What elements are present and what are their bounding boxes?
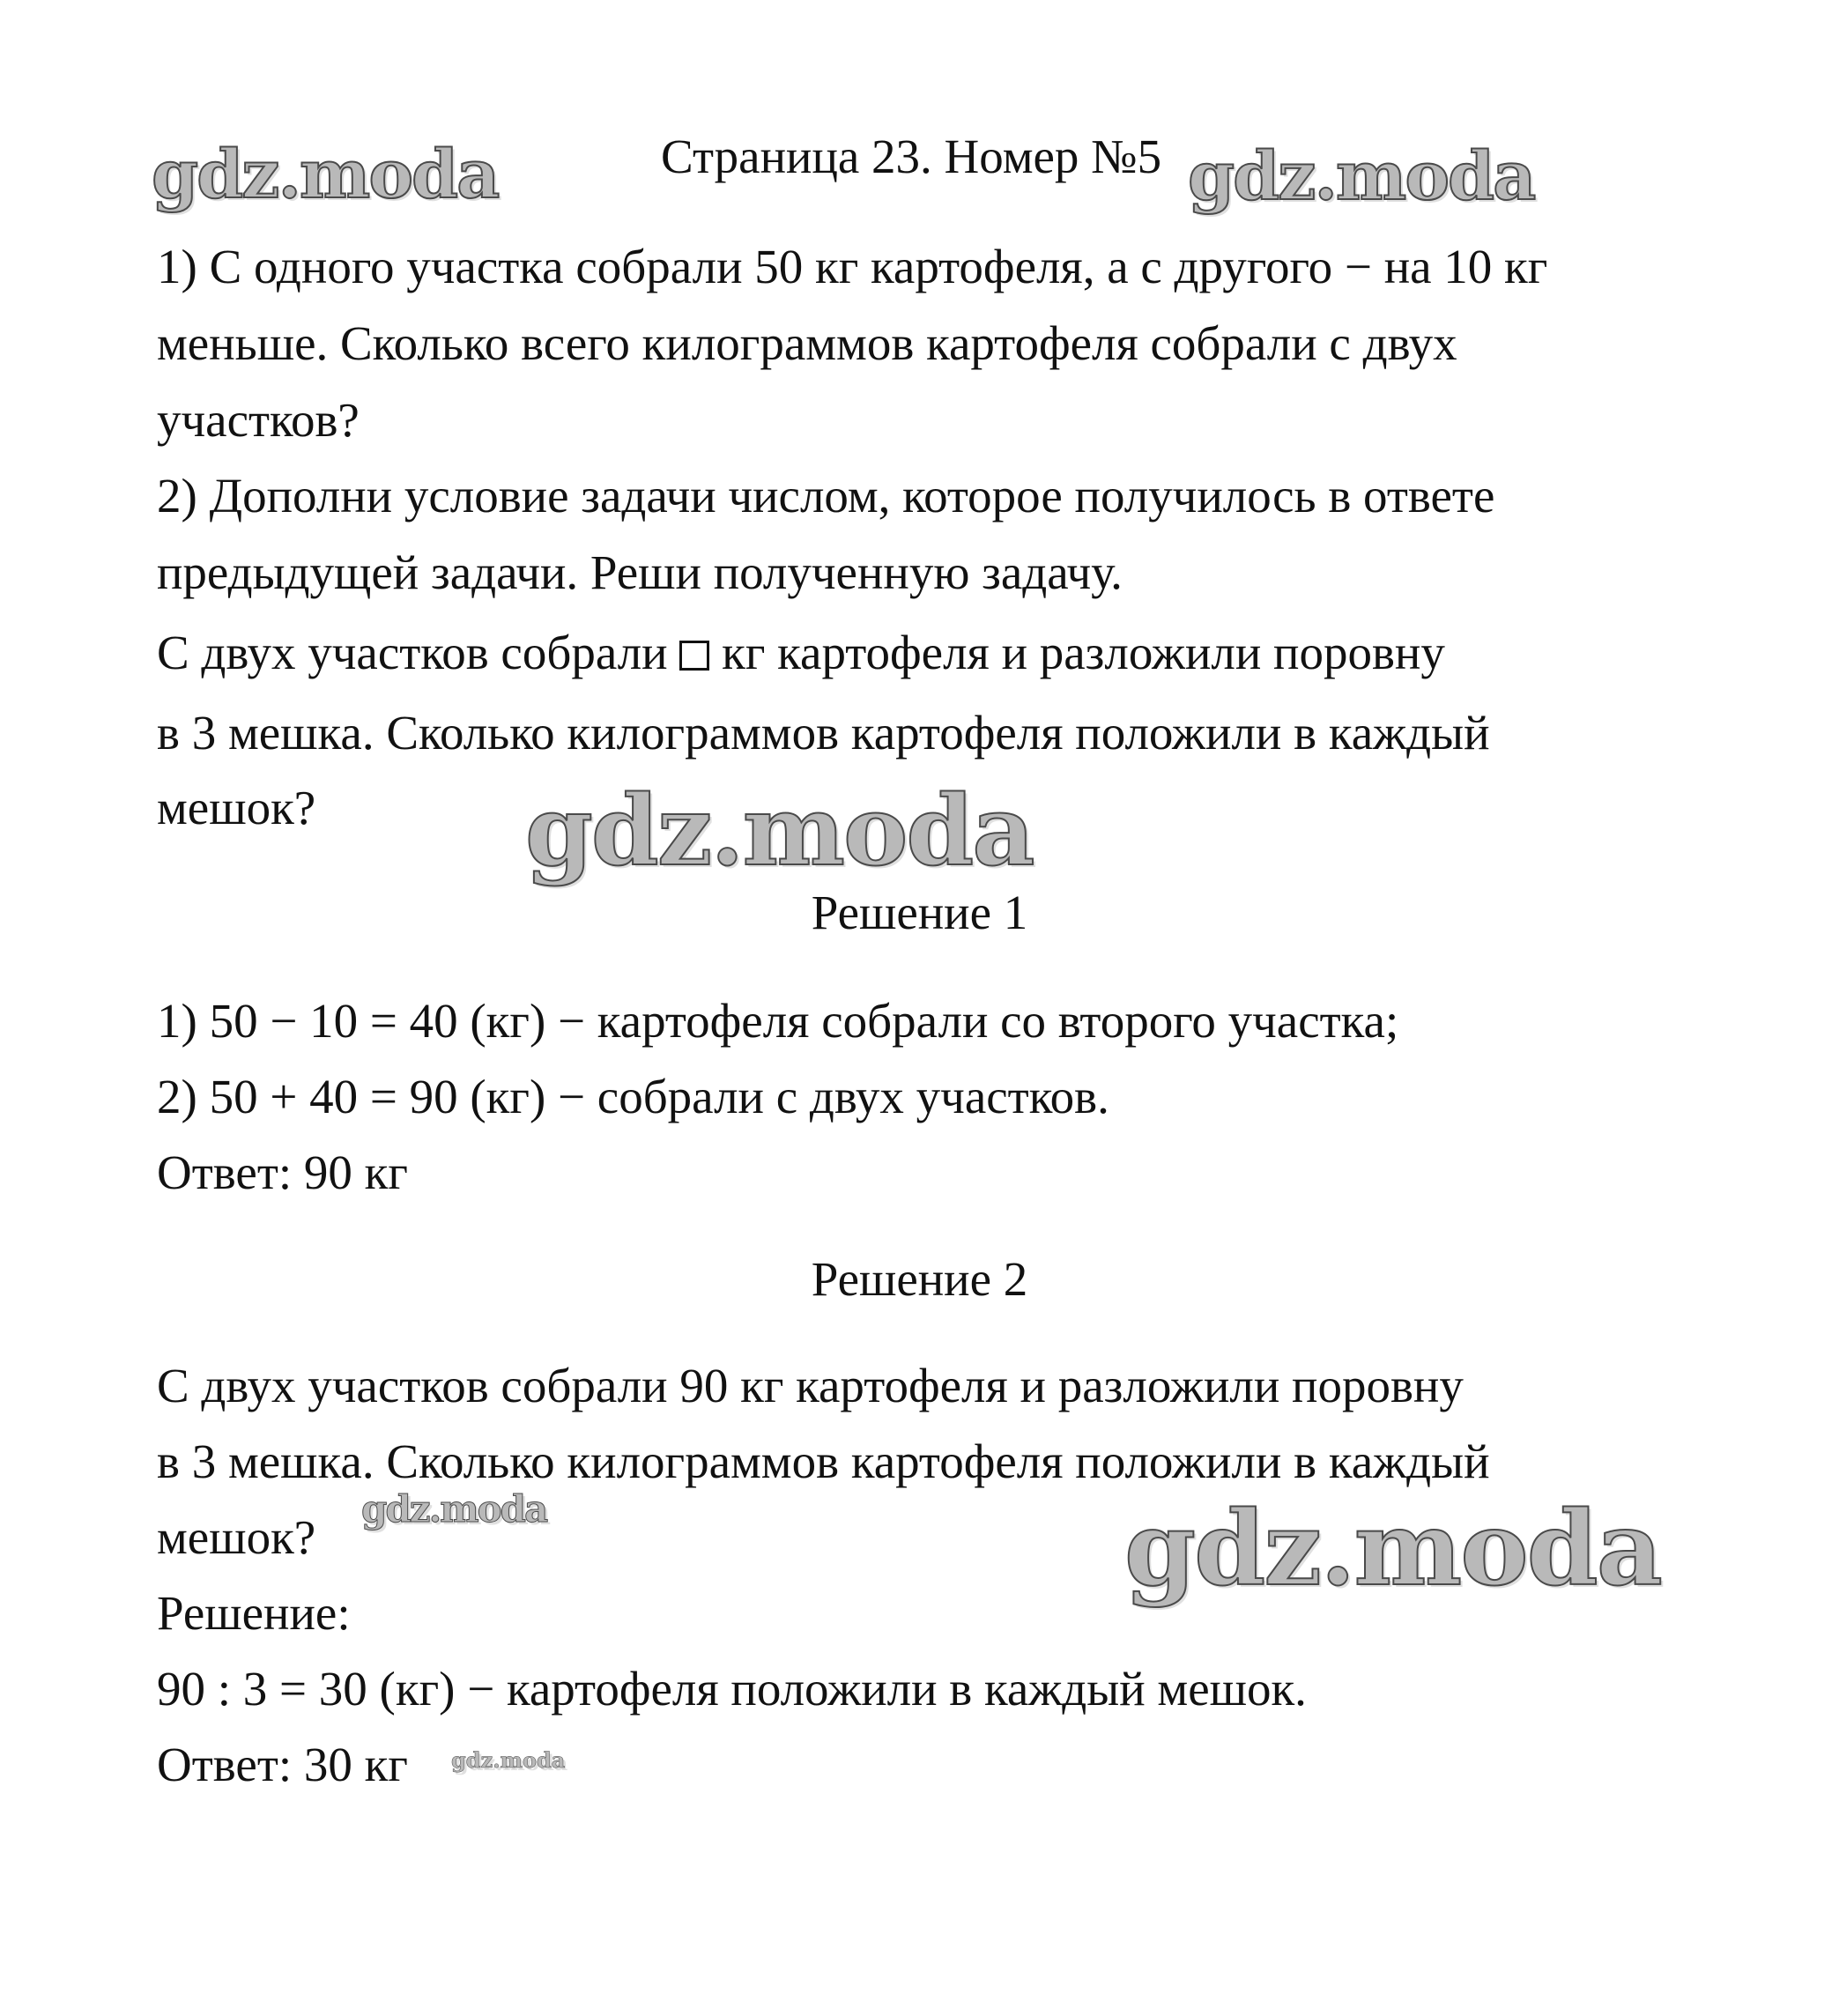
task-condition-line: мешок? xyxy=(157,781,316,834)
task-line: 2) Дополни условие задачи числом, которое получилось в ответе xyxy=(157,469,1495,523)
solution-1-line: 2) 50 + 40 = 90 (кг) − собрали с двух участков. xyxy=(157,1070,1109,1123)
solution-1-line: 1) 50 − 10 = 40 (кг) − картофеля собрали со второго участка; xyxy=(157,994,1399,1048)
solution-2-line: в 3 мешка. Сколько килограммов картофеля положили в каждый xyxy=(157,1434,1490,1488)
empty-box-icon xyxy=(679,641,709,671)
solution-2-line: 90 : 3 = 30 (кг) − картофеля положили в каждый мешок. xyxy=(157,1662,1307,1716)
task-line: 1) С одного участка собрали 50 кг картофеля, а с другого − на 10 кг xyxy=(157,240,1548,293)
task-line: участков? xyxy=(157,393,360,447)
condition-text-before: С двух участков собрали xyxy=(157,626,668,679)
solution-2-heading: Решение 2 xyxy=(811,1252,1028,1306)
task-line: предыдущей задачи. Реши полученную задачу. xyxy=(157,545,1123,599)
page-title: Страница 23. Номер №5 xyxy=(661,130,1162,183)
solution-2-line: мешок? xyxy=(157,1510,316,1564)
task-line: меньше. Сколько всего килограммов картофеля собрали с двух xyxy=(157,316,1457,370)
solution-1-answer: Ответ: 90 кг xyxy=(157,1145,408,1199)
solution-1-heading: Решение 1 xyxy=(811,886,1028,939)
watermark-logo: gdz.moda xyxy=(1188,137,1535,215)
watermark-logo: gdz.moda xyxy=(451,1747,566,1773)
solution-2-line: Решение: xyxy=(157,1586,351,1640)
task-condition-line xyxy=(157,628,1445,677)
watermark-logo: gdz.moda xyxy=(1124,1489,1661,1609)
condition-text-after: кг картофеля и разложили поровну xyxy=(722,626,1445,679)
watermark-logo: gdz.moda xyxy=(525,774,1034,887)
solution-2-line: С двух участков собрали 90 кг картофеля и разложили поровну xyxy=(157,1359,1464,1412)
task-condition-line: в 3 мешка. Сколько килограммов картофеля положили в каждый xyxy=(157,706,1490,760)
solution-2-answer: Ответ: 30 кг xyxy=(157,1738,408,1791)
watermark-logo: gdz.moda xyxy=(152,135,499,213)
watermark-logo: gdz.moda xyxy=(361,1487,547,1531)
